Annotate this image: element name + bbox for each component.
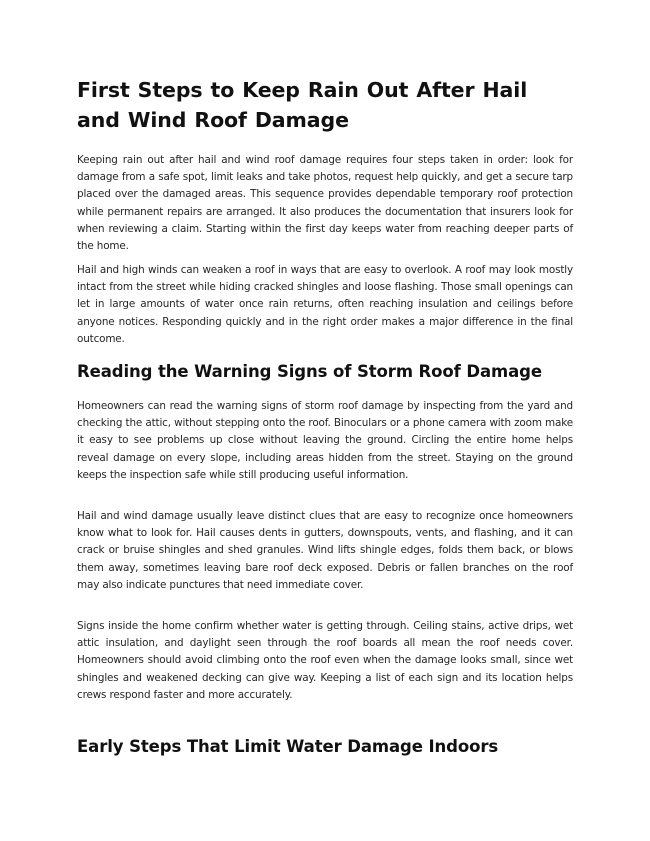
section1-paragraph-1: Homeowners can read the warning signs of storm roof damage by inspecting from the yard and checking the attic, without stepping onto the roof. Binoculars or a phone camera with zoom make it easy to see problems up close without leaving the ground. Circling the entire home helps reveal damage on every slope, including areas hidden from the street. Staying on the ground keeps the inspection safe while still producing useful information. [77, 400, 573, 481]
section1-paragraph-3: Signs inside the home confirm whether water is getting through. Ceiling stains, active drips, wet attic insulation, and daylight seen through the roof boards all mean the roof needs cover. Homeowners should avoid climbing onto the roof even when the damage looks small, since wet shingles and weakened decking can give way. Keeping a list of each sign and its location helps crews respond faster and more accurately. [77, 620, 573, 701]
document-title: First Steps to Keep Rain Out After Hail and Wind Roof Damage [77, 78, 528, 132]
intro-paragraph-2: Hail and high winds can weaken a roof in ways that are easy to overlook. A roof may look mostly intact from the street while hiding cracked shingles and loose flashing. Those small openings can let in large amounts of water once rain returns, often reaching insulation and ceilings before anyone notices. Responding quickly and in the right order makes a major difference in the final outcome. [77, 264, 573, 345]
section-heading-early-steps: Early Steps That Limit Water Damage Indoors [77, 737, 499, 756]
section-heading-warning-signs: Reading the Warning Signs of Storm Roof Damage [77, 362, 542, 381]
intro-paragraph-1: Keeping rain out after hail and wind roof damage requires four steps taken in order: look for damage from a safe spot, limit leaks and take photos, request help quickly, and get a secure tarp placed over the damaged areas. This sequence provides dependable temporary roof protection while permanent repairs are arranged. It also produces the documentation that insurers look for when reviewing a claim. Starting within the first day keeps water from reaching deeper parts of the home. [77, 154, 573, 253]
section1-paragraph-2: Hail and wind damage usually leave distinct clues that are easy to recognize once homeowners know what to look for. Hail causes dents in gutters, downspouts, vents, and flashing, and it can crack or bruise shingles and shed granules. Wind lifts shingle edges, folds them back, or blows them away, sometimes leaving bare roof deck exposed. Debris or fallen branches on the roof may also indicate punctures that need immediate cover. [77, 510, 573, 591]
